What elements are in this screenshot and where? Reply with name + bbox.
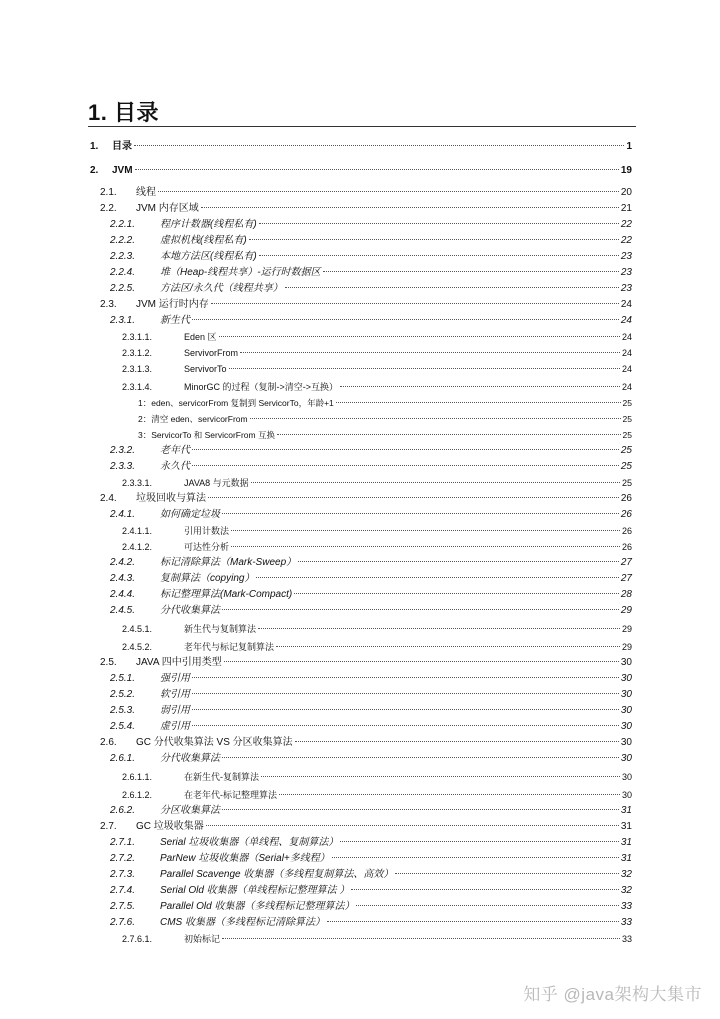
toc-entry-title: 强引用 [160,673,190,684]
toc-entry-page: 26 [621,526,632,536]
toc-entry[interactable] [110,250,632,264]
dot-leader [201,207,619,208]
dot-leader [340,386,620,387]
dot-leader [231,530,620,531]
toc-entry-page: 23 [620,267,632,278]
dot-leader [222,809,619,810]
toc-entry-title: 垃圾回收与算法 [136,493,206,504]
toc-entry[interactable] [122,476,632,490]
dot-leader [240,352,620,353]
toc-entry[interactable] [122,346,632,360]
toc-entry-page: 23 [620,251,632,262]
toc-entry[interactable] [122,788,632,802]
toc-entry-page: 33 [620,917,632,928]
toc-entry[interactable] [110,266,632,280]
toc-entry-number: 2.2.2. [110,235,136,246]
toc-entry[interactable] [110,444,632,458]
toc-entry-page: 27 [620,573,632,584]
toc-entry-title: 软引用 [160,689,190,700]
toc-entry-number: 2.5.4. [110,721,136,732]
toc-entry-title: JAVA8 与元数据 [184,478,249,488]
toc-entry[interactable] [110,704,632,718]
dot-leader [395,873,618,874]
dot-leader [261,776,620,777]
dot-leader [192,465,619,466]
dot-leader [192,709,619,710]
toc-entry-number: 2.4.5.1. [122,624,153,634]
toc-entry-number: 2.3.1. [110,315,136,326]
toc-entry-title: 弱引用 [160,705,190,716]
dot-leader [222,757,619,758]
toc-entry-page: 25 [620,445,632,456]
toc-entry[interactable] [110,836,632,850]
toc-entry-title: 分区收集算法 [160,805,220,816]
toc-entry-page: 24 [621,348,632,358]
toc-entry-page: 19 [620,165,632,176]
toc-entry-number: 2.7. [100,821,117,832]
page-title: 1. 目录 [88,100,159,125]
dot-leader [277,434,621,435]
toc-entry[interactable] [122,540,632,554]
toc-entry-page: 24 [621,332,632,342]
toc-entry-title: 1：eden、servicorFrom 复制到 ServicorTo，年龄+1 [138,398,334,408]
toc-entry-number: 1. [90,141,99,152]
toc-entry-number: 2.3.1.2. [122,348,153,358]
dot-leader [192,449,619,450]
dot-leader [192,319,619,320]
toc-entry-number: 2. [90,165,99,176]
toc-entry-number: 2.5.1. [110,673,136,684]
toc-entry-page: 30 [621,772,632,782]
toc-entry-page: 23 [620,283,632,294]
toc-entry-title: 新生代 [160,315,190,326]
toc-entry-title: 分代收集算法 [160,605,220,616]
toc-entry-page: 22 [620,219,632,230]
toc-entry[interactable] [122,524,632,538]
dot-leader [250,418,621,419]
toc-entry-page: 26 [621,542,632,552]
dot-leader [192,677,619,678]
toc-entry[interactable] [122,622,632,636]
toc-entry[interactable] [110,556,632,570]
toc-entry-number: 2.5. [100,657,117,668]
toc-entry[interactable] [100,736,632,750]
dot-leader [332,857,619,858]
toc-entry-page: 33 [620,901,632,912]
toc-entry-page: 29 [621,624,632,634]
toc-entry-page: 30 [620,721,632,732]
dot-leader [327,921,619,922]
toc-entry-title: Serial 垃圾收集器（单线程、复制算法） [160,837,339,848]
toc-entry-number: 2.7.1. [110,837,136,848]
toc-entry-title: Parallel Scavenge 收集器（多线程复制算法、高效） [160,869,394,880]
toc-entry-title: Parallel Old 收集器（多线程标记整理算法） [160,901,355,912]
dot-leader [134,145,624,146]
toc-entry-title: JVM 内存区域 [136,203,199,214]
toc-entry-page: 20 [620,187,632,198]
toc-entry-page: 21 [620,203,632,214]
toc-entry-number: 2.4.5. [110,605,136,616]
toc-entry-number: 2.4.4. [110,589,136,600]
toc-entry-page: 26 [620,493,632,504]
toc-entry[interactable] [122,330,632,344]
toc-entry-page: 1 [626,141,632,152]
toc-entry[interactable] [110,720,632,734]
toc-entry-page: 31 [620,837,632,848]
toc-entry-number: 2.7.6.1. [122,934,153,944]
toc-entry-number: 2.3.1.4. [122,382,153,392]
toc-entry-page: 30 [620,737,632,748]
toc-entry[interactable] [100,820,632,834]
toc-entry-page: 32 [620,885,632,896]
toc-entry-title: 如何确定垃圾 [160,509,220,520]
toc-entry-title: 老年代与标记复制算法 [184,642,275,652]
toc-entry-number: 2.2.5. [110,283,136,294]
toc-entry-number: 2.2.4. [110,267,136,278]
toc-entry-title: ServivorTo [184,364,227,374]
toc-entry-title: JVM [112,165,133,176]
toc-entry-number: 2.4.5.2. [122,642,153,652]
toc-entry-title: 方法区/永久代（线程共享） [160,283,283,294]
toc-entry[interactable] [110,688,632,702]
toc-entry-page: 33 [621,934,632,944]
toc-entry-title: 3：ServicorTo 和 ServicorFrom 互换 [138,430,275,440]
toc-entry-page: 30 [621,790,632,800]
toc-entry-number: 2.6.1.1. [122,772,153,782]
dot-leader [323,271,619,272]
dot-leader [192,693,619,694]
toc-entry-page: 30 [620,673,632,684]
toc-entry-title: 在新生代-复制算法 [184,772,259,782]
toc-entry[interactable] [110,572,632,586]
toc-entry-number: 2.2.3. [110,251,136,262]
toc-entry-number: 2.5.2. [110,689,136,700]
toc-entry-page: 25 [621,478,632,488]
toc-entry-title: 复制算法（copying） [160,573,255,584]
toc-entry-title: CMS 收集器（多线程标记清除算法） [160,917,325,928]
dot-leader [285,287,619,288]
toc-entry-page: 28 [620,589,632,600]
toc-entry-title: 在老年代-标记整理算法 [184,790,277,800]
dot-leader [295,741,619,742]
toc-entry[interactable] [110,508,632,522]
dot-leader [298,561,619,562]
toc-entry-title: ParNew 垃圾收集器（Serial+多线程） [160,853,330,864]
dot-leader [259,223,619,224]
toc-entry-title: 标记整理算法(Mark-Compact) [160,589,293,600]
toc-entry-number: 2.3.3.1. [122,478,153,488]
dot-leader [276,646,620,647]
toc-entry[interactable] [100,656,632,670]
toc-entry-number: 2.4.1. [110,509,136,520]
toc-entry-number: 2.2.1. [110,219,136,230]
dot-leader [192,725,619,726]
toc-entry-number: 2.3.1.3. [122,364,153,374]
toc-entry[interactable] [138,396,632,410]
toc-entry-page: 25 [622,414,632,424]
toc-entry-page: 31 [620,805,632,816]
toc-entry[interactable] [110,900,632,914]
toc-entry[interactable] [110,884,632,898]
toc-entry-page: 31 [620,853,632,864]
toc-entry-title: Eden 区 [184,332,217,342]
toc-entry-number: 2.3.2. [110,445,136,456]
toc-entry-title: 新生代与复制算法 [184,624,257,634]
toc-entry-number: 2.6.1.2. [122,790,153,800]
toc-entry-title: 可达性分析 [184,542,230,552]
toc-entry-page: 29 [621,642,632,652]
toc-entry[interactable] [110,916,632,930]
toc-entry-page: 30 [620,657,632,668]
toc-entry-number: 2.7.4. [110,885,136,896]
toc-entry-title: 永久代 [160,461,190,472]
toc-entry-number: 2.3.1.1. [122,332,153,342]
dot-leader [249,239,619,240]
toc-entry[interactable] [138,412,632,426]
toc-entry-page: 25 [620,461,632,472]
toc-entry-page: 24 [620,299,632,310]
toc-entry[interactable] [122,362,632,376]
toc-entry-number: 2.3. [100,299,117,310]
toc-entry[interactable] [110,588,632,602]
toc-entry-number: 2.7.5. [110,901,136,912]
toc-entry-number: 2.4.3. [110,573,136,584]
toc-entry-title: 虚拟机栈(线程私有) [160,235,247,246]
toc-entry-page: 24 [621,382,632,392]
dot-leader [135,169,619,170]
toc-entry-title: 堆（Heap-线程共享）-运行时数据区 [160,267,321,278]
toc-entry-number: 2.5.3. [110,705,136,716]
dot-leader [211,303,619,304]
dot-leader [336,402,621,403]
toc-entry-title: 2：清空 eden、servicorFrom [138,414,248,424]
toc-entry-title: 线程 [136,187,156,198]
dot-leader [259,255,619,256]
dot-leader [222,609,619,610]
dot-leader [222,513,619,514]
dot-leader [224,661,619,662]
toc-entry[interactable] [90,164,632,178]
toc-entry-page: 30 [620,689,632,700]
toc-entry-title: 标记清除算法（Mark-Sweep） [160,557,297,568]
toc-entry[interactable] [100,298,632,312]
toc-entry[interactable] [110,460,632,474]
dot-leader [256,577,618,578]
dot-leader [231,546,620,547]
toc-entry[interactable] [110,604,632,618]
toc-entry-number: 2.1. [100,187,117,198]
toc-entry-title: JVM 运行时内存 [136,299,209,310]
toc-entry-number: 2.6.1. [110,753,136,764]
dot-leader [222,938,620,939]
toc-entry-page: 26 [620,509,632,520]
dot-leader [208,497,619,498]
toc-entry-number: 2.6.2. [110,805,136,816]
toc-entry[interactable] [110,804,632,818]
toc-entry-title: 初始标记 [184,934,221,944]
toc-entry-number: 2.4. [100,493,117,504]
toc-entry[interactable] [110,234,632,248]
toc-entry-page: 22 [620,235,632,246]
toc-entry[interactable] [122,770,632,784]
toc-entry-page: 25 [622,398,632,408]
dot-leader [258,628,620,629]
toc-entry-number: 2.4.1.2. [122,542,153,552]
toc-entry[interactable] [100,492,632,506]
toc-entry[interactable] [110,752,632,766]
toc-entry-number: 2.4.1.1. [122,526,153,536]
toc-entry-title: 虚引用 [160,721,190,732]
toc-entry-page: 25 [622,430,632,440]
toc-entry-title: JAVA 四中引用类型 [136,657,222,668]
toc-entry-number: 2.7.6. [110,917,136,928]
toc-entry-number: 2.6. [100,737,117,748]
toc-entry-title: 分代收集算法 [160,753,220,764]
toc-entry[interactable] [100,202,632,216]
toc-entry-page: 29 [620,605,632,616]
toc-entry-title: MinorGC 的过程（复制->清空->互换） [184,382,339,392]
toc-entry-page: 32 [620,869,632,880]
dot-leader [356,905,618,906]
dot-leader [251,482,620,483]
toc-entry-title: GC 垃圾收集器 [136,821,204,832]
toc-entry[interactable] [122,640,632,654]
toc-entry[interactable] [110,868,632,882]
watermark: 知乎 @java架构大集市 [523,985,702,1004]
toc-entry[interactable] [122,380,632,394]
toc-entry[interactable] [110,314,632,328]
toc-entry-page: 27 [620,557,632,568]
toc-entry-page: 24 [621,364,632,374]
dot-leader [158,191,619,192]
toc-entry-number: 2.7.2. [110,853,136,864]
toc-entry-page: 30 [620,705,632,716]
toc-entry[interactable] [138,428,632,442]
toc-entry-title: 目录 [112,141,132,152]
dot-leader [340,841,619,842]
toc-entry[interactable] [90,140,632,154]
toc-entry-title: GC 分代收集算法 VS 分区收集算法 [136,737,293,748]
dot-leader [351,889,618,890]
toc-entry-title: 程序计数器(线程私有) [160,219,257,230]
toc-entry-page: 30 [620,753,632,764]
toc-entry-number: 2.7.3. [110,869,136,880]
toc-entry-title: 引用计数法 [184,526,230,536]
dot-leader [279,794,620,795]
toc-entry[interactable] [110,852,632,866]
toc-entry[interactable] [110,672,632,686]
toc-entry-number: 2.3.3. [110,461,136,472]
dot-leader [229,368,620,369]
toc-entry-title: 老年代 [160,445,190,456]
toc-entry-page: 24 [620,315,632,326]
toc-entry-number: 2.4.2. [110,557,136,568]
toc-entry[interactable] [110,282,632,296]
dot-leader [294,593,619,594]
toc-entry-title: ServivorFrom [184,348,239,358]
dot-leader [219,336,620,337]
toc-entry-number: 2.2. [100,203,117,214]
toc-entry[interactable] [100,186,632,200]
toc-entry-title: 本地方法区(线程私有) [160,251,257,262]
toc-entry-page: 31 [620,821,632,832]
toc-entry[interactable] [122,932,632,946]
toc-entry[interactable] [110,218,632,232]
dot-leader [206,825,619,826]
toc-entry-title: Serial Old 收集器（单线程标记整理算法 ） [160,885,350,896]
